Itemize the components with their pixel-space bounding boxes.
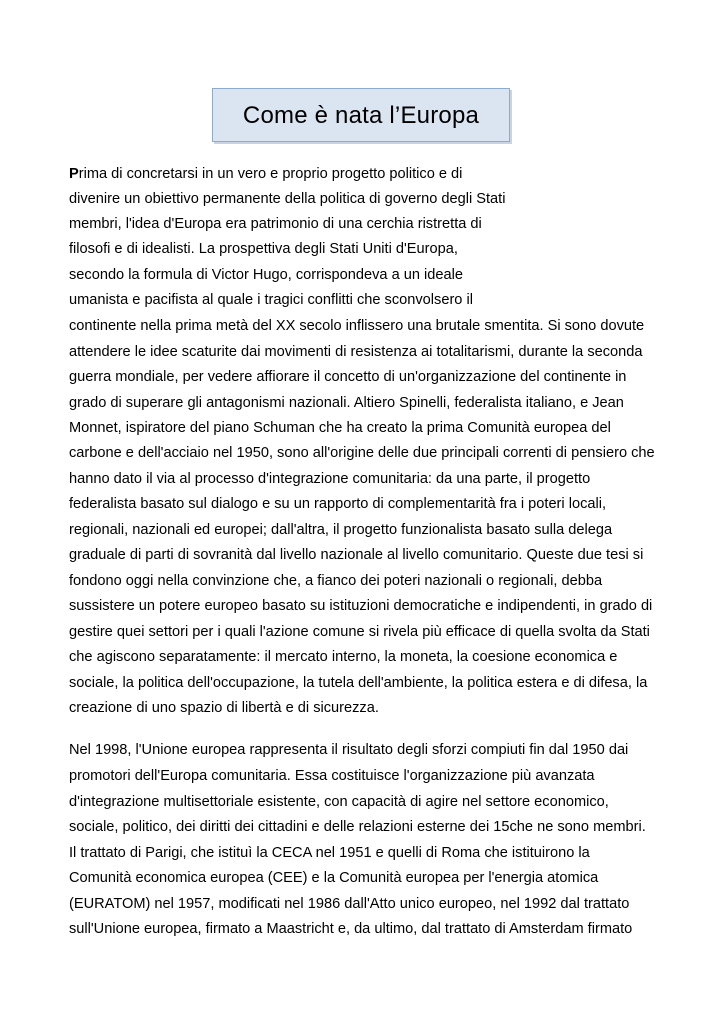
paragraph-1-line-14: federalista basato sul dialogo e su un rapporto di complementarità fra i poteri locali,	[69, 496, 607, 512]
paragraph-1-line-1-text: rima di concretarsi in un vero e proprio progetto politico e di	[78, 166, 463, 182]
paragraph-1-line-15: regionali, nazionali ed europei; dall'altra, il progetto funzionalista basato sulla delega	[69, 522, 613, 538]
paragraph-1-line-2: divenire un obiettivo permanente della politica di governo degli Stati	[69, 191, 506, 207]
paragraph-1-line-5: secondo la formula di Victor Hugo, corrispondeva a un ideale	[69, 267, 463, 283]
paragraph-1-line-1	[69, 165, 462, 183]
paragraph-2-line-1: Nel 1998, l'Unione europea rappresenta il risultato degli sforzi compiuti fin dal 1950 dai	[69, 742, 629, 758]
paragraph-1-line-19: gestire quei settori per i quali l'azione comune si rivela più efficace di quella svolta da Stati	[69, 624, 650, 640]
paragraph-2-line-2: promotori dell'Europa comunitaria. Essa costituisce l'organizzazione più avanzata	[69, 768, 595, 784]
paragraph-2-line-7: (EURATOM) nel 1957, modificati nel 1986 dall'Atto unico europeo, nel 1992 dal trattato	[69, 896, 630, 912]
paragraph-2-line-3: d'integrazione multisettoriale esistente, con capacità di agire nel settore economico,	[69, 794, 609, 810]
paragraph-1-line-9: guerra mondiale, per vedere affiorare il concetto di un'organizzazione del continente in	[69, 369, 627, 385]
paragraph-1-line-6: umanista e pacifista al quale i tragici conflitti che sconvolsero il	[69, 292, 473, 308]
title-box	[212, 88, 510, 142]
paragraph-1-line-18: sussistere un potere europeo basato su istituzioni democratiche e indipendenti, in grado di	[69, 598, 653, 614]
paragraph-1-line-20: che agiscono separatamente: il mercato interno, la moneta, la coesione economica e	[69, 649, 618, 665]
paragraph-1-line-4: filosofi e di idealisti. La prospettiva degli Stati Uniti d'Europa,	[69, 241, 458, 257]
paragraph-2-line-8: sull'Unione europea, firmato a Maastricht e, da ultimo, dal trattato di Amsterdam firmato	[69, 921, 633, 937]
paragraph-1-line-13: hanno dato il via al processo d'integrazione comunitaria: da una parte, il progetto	[69, 471, 591, 487]
paragraph-1-line-10: grado di superare gli antagonismi nazionali. Altiero Spinelli, federalista italiano, e Jean	[69, 395, 624, 411]
paragraph-1-line-12: carbone e dell'acciaio nel 1950, sono all'origine delle due principali correnti di pensiero che	[69, 445, 655, 461]
paragraph-1-line-17: fondono oggi nella convinzione che, a fianco dei poteri nazionali o regionali, debba	[69, 573, 603, 589]
paragraph-1-line-11: Monnet, ispiratore del piano Schuman che ha creato la prima Comunità europea del	[69, 420, 611, 436]
dropcap: P	[69, 166, 79, 182]
paragraph-2-line-6: Comunità economica europea (CEE) e la Comunità europea per l'energia atomica	[69, 870, 599, 886]
paragraph-1-line-8: attendere le idee scaturite dai movimenti di resistenza ai totalitarismi, durante la seconda	[69, 344, 643, 360]
paragraph-2-line-4: sociale, politico, dei diritti dei cittadini e delle relazioni esterne dei 15che ne sono membri.	[69, 819, 646, 835]
paragraph-1-line-16: graduale di parti di sovranità dal livello nazionale al livello comunitario. Queste due tesi si	[69, 547, 644, 563]
paragraph-1-line-22: creazione di uno spazio di libertà e di sicurezza.	[69, 700, 379, 716]
page-title: Come è nata l’Europa	[242, 102, 480, 129]
paragraph-2-line-5: Il trattato di Parigi, che istituì la CECA nel 1951 e quelli di Roma che istituirono la	[69, 845, 590, 861]
paragraph-1-line-3: membri, l'idea d'Europa era patrimonio di una cerchia ristretta di	[69, 216, 482, 232]
paragraph-1-line-21: sociale, la politica dell'occupazione, la tutela dell'ambiente, la politica estera e di difesa, la	[69, 675, 648, 691]
paragraph-1-line-7: continente nella prima metà del XX secolo inflissero una brutale smentita. Si sono dovute	[69, 318, 645, 334]
